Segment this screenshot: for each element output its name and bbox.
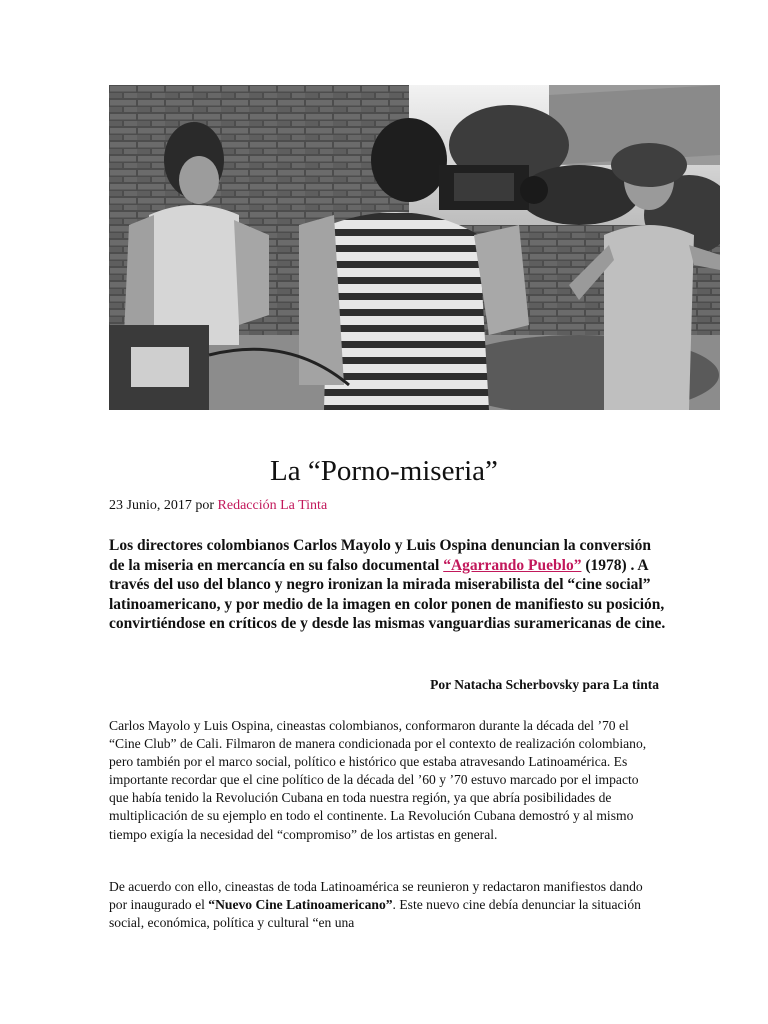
by-word: por [195,498,215,513]
author-credit: Por Natacha Scherbovsky para La tinta [430,677,659,692]
lead-paragraph [109,536,669,634]
paragraph-2-after: . Este nuevo cine debía denunciar la situación social, económica, política y cultural “en una [109,897,641,931]
author-link[interactable]: Redacción La Tinta [217,498,328,513]
body-paragraph-1: Carlos Mayolo y Luis Ospina, cineastas colombianos, conformaron durante la década del ’70 el “Cine Club” de Cali. Filmaron de manera condicionada por el contexto de realización colombiano, pero también por el marco social, político e histórico que estaba atravesando Latinoamérica. Es importante recordar que el cine político de la década del ’60 y ’70 estuvo marcado por el impacto que había tenido la Revolución Cubana en toda nuestra región, ya que abría posibilidades de multiplicación de su ejemplo en todo el continente. La Revolución Cubana demostró y al mismo tiempo exigía la necesidad del “compromiso” de los artistas en general. [109,718,647,842]
article-title: La “Porno-miseria” [270,455,498,487]
byline [109,496,327,516]
publish-date: 23 Junio, 2017 [109,498,192,513]
header-photo [109,85,720,410]
lead-text-after: (1978) . A través del uso del blanco y negro ironizan la mirada miserabilista del “cine social” latinoamericano, y por medio de la imagen en color ponen de manifiesto su posición, convirtiéndose en críticos de y desde las mismas vanguardias suramericanas de cine. [109,556,666,632]
paragraph-2-before: De acuerdo con ello, cineastas de toda Latinoamérica se reunieron y redactaron manifiestos dando por inaugurado el [109,879,643,913]
film-crew-photo [109,85,720,410]
movement-name: “Nuevo Cine Latinoamericano” [208,897,393,913]
body-paragraph-2 [109,878,661,932]
lead-text-before: Los directores colombianos Carlos Mayolo y Luis Ospina denuncian la conversión de la miseria en mercancía en su falso documental [109,537,651,574]
film-link[interactable]: “Agarrando Pueblo” [443,556,582,574]
